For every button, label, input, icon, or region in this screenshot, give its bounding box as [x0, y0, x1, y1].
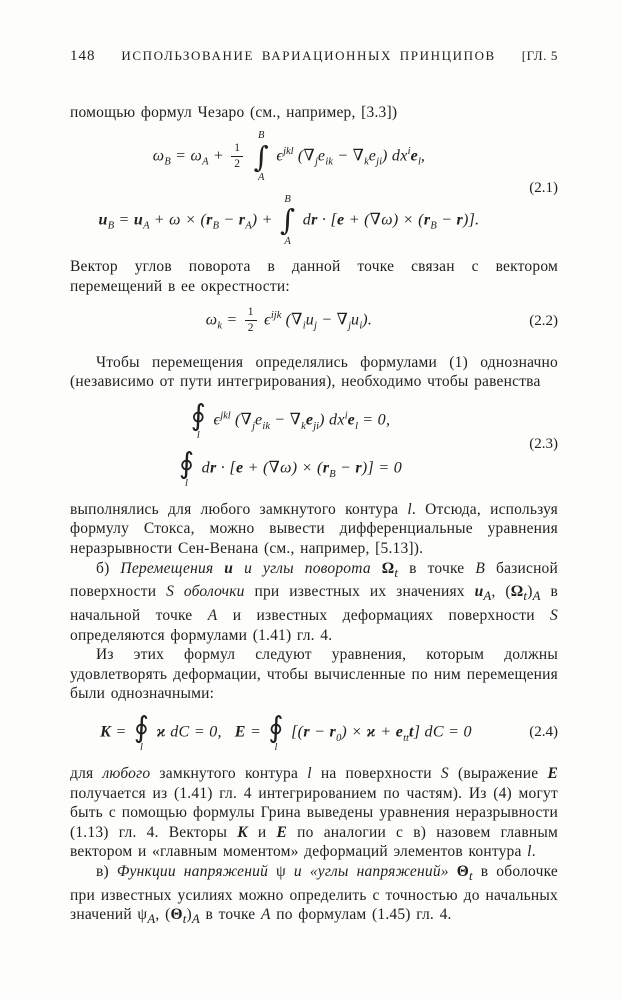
running-title: ИСПОЛЬЗОВАНИЕ ВАРИАЦИОННЫХ ПРИНЦИПОВ [121, 48, 496, 63]
equation-2-1 [70, 130, 558, 247]
paragraph-item-v: в) Функции напряжений ψ и «углы напряжений» $\Theta_t$ в оболочке при известных усилиях можно определить с точностью до начальных значений $\psi_A$, $(\Theta_t)_A$ в точке A по формулам (1.45) гл. 4. [70, 862, 558, 927]
paragraph-strain-equations: Из этих формул следуют уравнения, которым должны удовлетворять деформации, чтобы вычисленные по ним перемещения были однозначными: [70, 646, 558, 703]
equation-number-2-3: (2.3) [529, 436, 558, 453]
paragraph-uniqueness-condition: Чтобы перемещения определялись формулами (1) однозначно (независимо от пути интегрирования), необходимо чтобы равенства [70, 353, 558, 391]
paragraph-contour-vectors: для любого замкнутого контура l на поверхности S (выражение E получается из (1.41) гл. 4 интегрированием по частям). Из (4) могут быть с помощью формулы Грина выведены уравнения неразрывности (1.13) гл. 4. Векторы K и E по аналогии с в) назовем главным вектором и «главным моментом» деформаций элементов контура l. [70, 764, 558, 861]
paragraph-item-b: б) Перемещения u и углы поворота $\Omega_t$ в точке B базисной поверхности S оболочки при известных их значениях $u_A$, $(\Omega_t)_A$ в начальной точке A и известных деформациях поверхности S определяются формулами (1.41) гл. 4. [70, 559, 559, 644]
equation-2-2-line: $\omega_k$ = $\frac{1}{2}$ $\epsilon^{ijk}$ $(\nabla_iu_j - \nabla_ju_i)$. [205, 306, 373, 335]
equation-2-1-line-1: $\omega_B = \omega_A$ + $\frac{1}{2}$ B ∫ A $\epsilon^{jkl}$ $(\nabla_je_{ik} - \nabla_ke_{ji})$ $dx^ie_l$, [152, 130, 426, 184]
equation-number-2-1: (2.1) [529, 179, 558, 196]
equation-2-4-line: K = ∮ l ϰ dC = 0, E = ∮ l $[(r - r_0) \times ϰ + e_{tt}t]$ dC = 0 [100, 709, 472, 754]
chapter-marker: [ГЛ. 5 [521, 48, 558, 63]
paragraph-cesaro: помощью формул Чезаро (см., например, [3.3]) [70, 103, 398, 121]
equation-2-3-line-2: ∮ l dr · $[e + (\nabla\omega) \times (r_B - r)] = 0$ [178, 445, 403, 490]
page-number: 148 [70, 48, 96, 64]
equation-2-1-line-2: $u_B = u_A + \omega \times (r_B - r_A)$ + B ∫ A dr · $[e + (\nabla\omega) \times (r_B - r)]$. [98, 193, 480, 247]
equation-number-2-4: (2.4) [529, 724, 558, 741]
equation-2-2 [70, 306, 558, 336]
paragraph-rotation-vector: Вектор углов поворота в данной точке связан с вектором перемещений в ее окрестности: [70, 258, 558, 295]
equation-2-3 [70, 397, 558, 490]
paragraph-stokes: выполнялись для любого замкнутого контура l. Отсюда, используя формулу Стокса, можно вывести дифференциальные уравнения неразрывности Сен-Венана (см., например, [5.13]). [70, 500, 558, 558]
equation-2-3-line-1: ∮ l $\epsilon^{jkl}$ $(\nabla_je_{ik} - \nabla_ke_{ji}) dx^ie_l = 0$, [190, 397, 391, 442]
running-header [70, 46, 558, 67]
equation-2-4 [70, 709, 558, 754]
equation-number-2-2: (2.2) [529, 312, 558, 329]
